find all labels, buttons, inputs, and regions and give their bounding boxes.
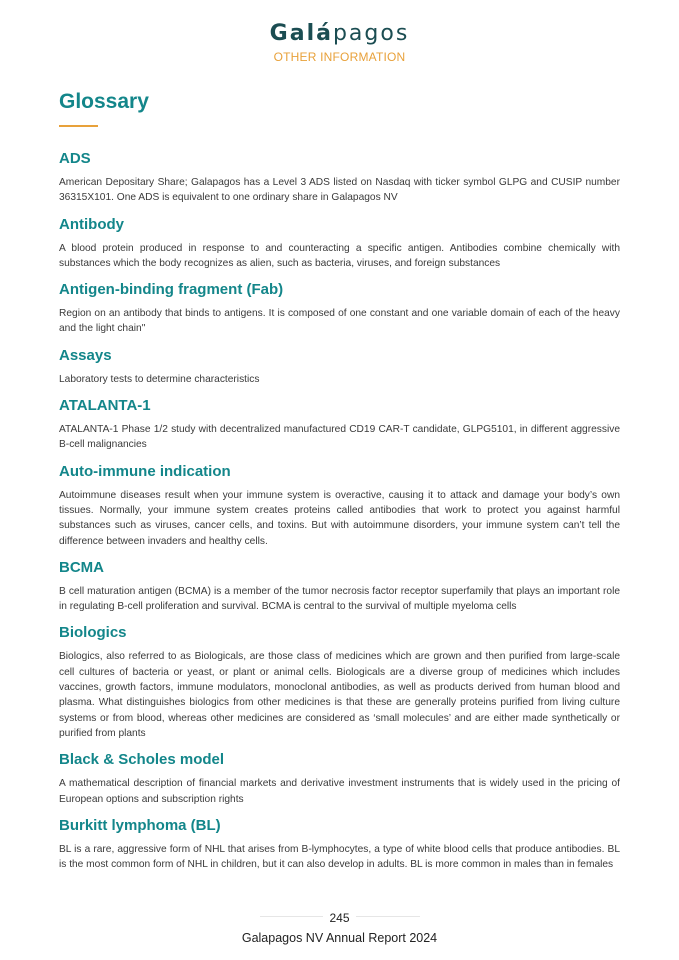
glossary-definition: Laboratory tests to determine characteristics xyxy=(59,373,260,385)
page-footer xyxy=(0,908,679,945)
glossary-definition: Region on an antibody that binds to antigens. It is composed of one constant and one variable domain of each of the heavy and the light chain" xyxy=(59,308,620,335)
glossary-term: Black & Scholes model xyxy=(59,751,225,769)
glossary-definition: Biologics, also referred to as Biologicals, are those class of medicines which are grown and then purified from large-scale cell cultures of bacteria or yeast, or plant or animal cells. Biologicals are a diverse group of medicines which includes vaccines, growth factors, immune modulators, monoclonal antibodies, as well as products derived from human blood and plasma. What distinguishes biologics from other medicines is that these are generally proteins purified from living culture systems or from blood, whereas other medicines are considered as ‘small molecules’ and are either made synthetically or purified from plants xyxy=(59,651,620,739)
page-title: Glossary xyxy=(59,90,149,113)
glossary-definition: ATALANTA-1 Phase 1/2 study with decentralized manufactured CD19 CAR-T candidate, GLPG5101, in different aggressive B-cell malignancies xyxy=(59,424,620,451)
page-header xyxy=(0,20,679,64)
glossary-entry-fab xyxy=(59,280,620,337)
glossary-definition: B cell maturation antigen (BCMA) is a member of the tumor necrosis factor receptor superfamily that plays an important role in regulating B-cell proliferation and survival. BCMA is central to the survival of multiple myeloma cells xyxy=(59,585,620,613)
glossary-term: Burkitt lymphoma (BL) xyxy=(59,816,221,834)
title-underline xyxy=(59,125,98,127)
glossary-entry-black-scholes xyxy=(59,750,620,807)
glossary-entry-ads xyxy=(59,149,620,206)
glossary-term: ATALANTA-1 xyxy=(59,397,151,415)
glossary-term: ADS xyxy=(59,150,91,167)
glossary-term: Antibody xyxy=(59,215,124,233)
glossary-definition: A blood protein produced in response to and counteracting a specific antigen. Antibodies combine chemically with substances which the body recognizes as alien, such as bacteria, viruses, and foreign substances xyxy=(59,242,620,269)
glossary-entry-antibody xyxy=(59,215,620,272)
glossary-entry-assays xyxy=(59,346,620,387)
glossary-content xyxy=(59,88,620,881)
glossary-entry-bcma xyxy=(59,558,620,615)
glossary-entry-atalanta-1 xyxy=(59,396,620,453)
glossary-definition: American Depositary Share; Galapagos has a Level 3 ADS listed on Nasdaq with ticker symbol GLPG and CUSIP number 36315X101. One ADS is equivalent to one ordinary share in Galapagos NV xyxy=(59,177,620,204)
glossary-entry-auto-immune xyxy=(59,462,620,549)
glossary-definition: A mathematical description of financial markets and derivative investment instruments that is widely used in the pricing of European options and subscription rights xyxy=(59,778,620,805)
page-number: 245 xyxy=(323,910,355,926)
glossary-definition: Autoimmune diseases result when your immune system is overactive, causing it to attack and damage your body’s own tissues. Normally, your immune system creates proteins called antibodies that work to protect you against harmful substances such as viruses, cancer cells, and toxins. But with autoimmune disorders, your immune system can’t tell the difference between invaders and healthy cells. xyxy=(59,489,620,547)
glossary-term: Biologics xyxy=(59,624,127,642)
glossary-term: BCMA xyxy=(59,558,104,576)
glossary-term: Assays xyxy=(59,346,112,364)
section-label: OTHER INFORMATION xyxy=(273,50,406,64)
galapagos-logo: Galápagos xyxy=(269,21,410,46)
glossary-entry-biologics xyxy=(59,623,620,741)
glossary-term: Antigen-binding fragment (Fab) xyxy=(59,281,284,299)
report-name: Galapagos NV Annual Report 2024 xyxy=(241,931,438,945)
glossary-term: Auto-immune indication xyxy=(59,462,231,480)
glossary-entry-burkitt-lymphoma xyxy=(59,816,620,873)
glossary-definition: BL is a rare, aggressive form of NHL that arises from B-lymphocytes, a type of white blood cells that produce antibodies. BL is the most common form of NHL in children, but it can also develop in adults. BL is more common in males than in females xyxy=(59,843,620,871)
